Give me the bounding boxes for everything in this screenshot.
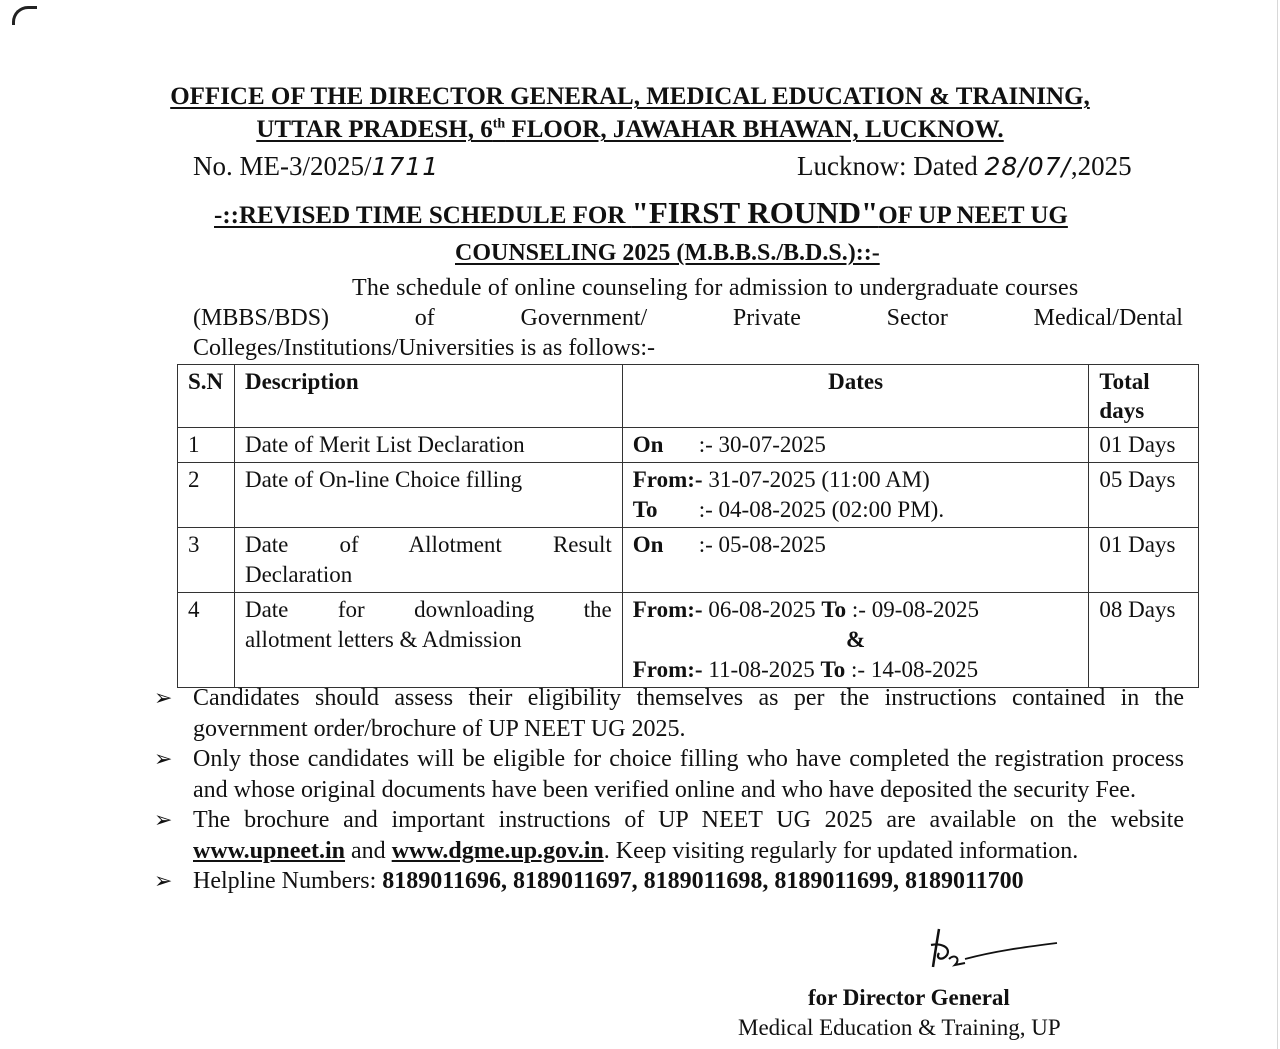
table-row [178, 428, 1199, 463]
range-to-label: To [820, 657, 846, 682]
date-line [633, 430, 1079, 460]
office-header-text2 [256, 116, 1003, 143]
date-value: :- 05-08-2025 [698, 532, 826, 557]
helpline-label: Helpline Numbers: [193, 868, 383, 894]
header-line2-a: UTTAR PRADESH, 6 [256, 116, 493, 143]
instruction-item [154, 683, 1184, 744]
instruction-text: . Keep visiting regularly for updated information. [603, 837, 1079, 864]
office-header-text1: OFFICE OF THE DIRECTOR GENERAL, MEDICAL EDUCATION & TRAINING, [170, 83, 1090, 110]
row-description [234, 528, 622, 593]
range-from-label: From:- [632, 597, 703, 622]
range-connector: & [846, 627, 866, 652]
instruction-text: The brochure and important instructions of UP NEET UG 2025 are available on the website [193, 807, 1184, 833]
schedule-table [177, 364, 1199, 688]
title-part2: "FIRST ROUND" [631, 195, 879, 230]
signatory-department: Medical Education & Training, UP [738, 1015, 1061, 1040]
letter-number-handwritten: 1711 [371, 152, 440, 181]
date-range-line [633, 655, 1079, 685]
intro-line2 [193, 305, 1183, 332]
website-link-dgme[interactable]: www.dgme.up.gov.in [391, 837, 604, 864]
description-line: Date of Allotment Result [244, 532, 612, 557]
row-description: Date of On-line Choice filling [234, 463, 622, 528]
description-line: allotment letters & Admission [244, 627, 522, 652]
row-sn: 4 [178, 593, 235, 688]
date-value: :- 30-07-2025 [698, 432, 826, 457]
letter-date [797, 151, 1132, 182]
letter-number [193, 151, 439, 181]
page-edge-line [1277, 0, 1278, 1049]
letter-number-prefix: No. ME-3/2025/ [193, 151, 372, 181]
date-value: 31-07-2025 (11:00 AM) [702, 467, 930, 492]
arrow-bullet-icon: ➢ [154, 685, 173, 710]
date-line [633, 465, 1079, 495]
row-dates [622, 593, 1089, 688]
row-sn: 1 [178, 428, 235, 463]
intro-word: Government/ [520, 305, 648, 331]
document-title-line1 [214, 195, 1068, 231]
row-total: 01 Days [1089, 528, 1199, 593]
letter-date-prefix: Lucknow: Dated [797, 151, 985, 181]
row-description [234, 593, 622, 688]
date-label: On [632, 432, 664, 457]
instruction-text: Candidates should assess their eligibility themselves as per the instructions contained in the government order/brochure of UP NEET UG 2025. [193, 685, 1184, 742]
date-line [633, 495, 1079, 525]
row-sn: 3 [178, 528, 235, 593]
description-line: Date for downloading the [244, 597, 612, 622]
range-to-value: :- 09-08-2025 [846, 597, 980, 622]
title-part1: -::REVISED TIME SCHEDULE FOR [214, 202, 632, 229]
row-dates [622, 428, 1089, 463]
table-row [178, 528, 1199, 593]
title-part3: OF UP NEET UG [878, 202, 1068, 229]
instruction-item [154, 866, 1184, 897]
row-description: Date of Merit List Declaration [234, 428, 622, 463]
table-header-row [178, 365, 1199, 428]
table-row [178, 463, 1199, 528]
letter-date-handwritten: 28/07/ [984, 152, 1071, 181]
row-dates [622, 463, 1089, 528]
intro-word: of [414, 305, 435, 331]
arrow-bullet-icon: ➢ [154, 746, 173, 771]
date-label: From:- [632, 467, 703, 492]
row-dates [622, 528, 1089, 593]
instruction-item [154, 744, 1184, 805]
header-line2-b: FLOOR, JAWAHAR BHAWAN, LUCKNOW. [505, 116, 1004, 143]
header-description: Description [234, 365, 622, 428]
page-corner-mark [12, 6, 37, 25]
range-from-value: 06-08-2025 [702, 597, 822, 622]
signature-icon [925, 923, 1065, 978]
row-total: 08 Days [1089, 593, 1199, 688]
office-header-line2 [0, 116, 1270, 144]
intro-line3: Colleges/Institutions/Universities is as follows:- [193, 335, 655, 361]
row-total: 01 Days [1089, 428, 1199, 463]
date-line [633, 530, 1079, 560]
intro-word: Sector [886, 305, 948, 331]
intro-word: (MBBS/BDS) [193, 305, 330, 331]
range-to-label: To [821, 597, 847, 622]
intro-word: Private [732, 305, 801, 331]
letter-date-suffix: ,2025 [1070, 151, 1132, 181]
instruction-text: and [345, 837, 392, 864]
intro-line1: The schedule of online counseling for admission to undergraduate courses [352, 275, 1079, 301]
arrow-bullet-icon: ➢ [154, 868, 173, 893]
date-label: On [632, 532, 664, 557]
description-line: Declaration [244, 562, 353, 587]
instruction-text: Only those candidates will be eligible for choice filling who have completed the registration process and whose original documents have been verified online and who have deposited the security Fee. [193, 746, 1184, 803]
instructions-list [154, 683, 1184, 897]
date-range-line [633, 595, 1079, 625]
office-header-line1 [0, 83, 1270, 111]
website-link-upneet[interactable]: www.upneet.in [193, 837, 346, 864]
arrow-bullet-icon: ➢ [154, 807, 173, 832]
table-row [178, 593, 1199, 688]
intro-word: Medical/Dental [1033, 305, 1183, 331]
instruction-item [154, 805, 1184, 866]
row-sn: 2 [178, 463, 235, 528]
header-total-days [1089, 365, 1199, 428]
date-value: :- 04-08-2025 (02:00 PM). [698, 497, 945, 522]
document-title-line2: COUNSELING 2025 (M.B.B.S./B.D.S.)::- [455, 240, 880, 266]
header-sn: S.N [178, 365, 235, 428]
range-to-value: :- 14-08-2025 [845, 657, 979, 682]
row-total: 05 Days [1089, 463, 1199, 528]
reference-line [193, 151, 1183, 182]
signatory-title: for Director General [808, 985, 1010, 1010]
range-from-label: From:- [632, 657, 703, 682]
range-from-value: 11-08-2025 [702, 657, 821, 682]
date-label: To [632, 497, 658, 522]
helpline-numbers: 8189011696, 8189011697, 8189011698, 8189011699, 8189011700 [382, 868, 1024, 894]
header-dates: Dates [622, 365, 1089, 428]
header-total-text: Total days [1099, 369, 1150, 423]
header-line2-sup: th [492, 116, 506, 132]
